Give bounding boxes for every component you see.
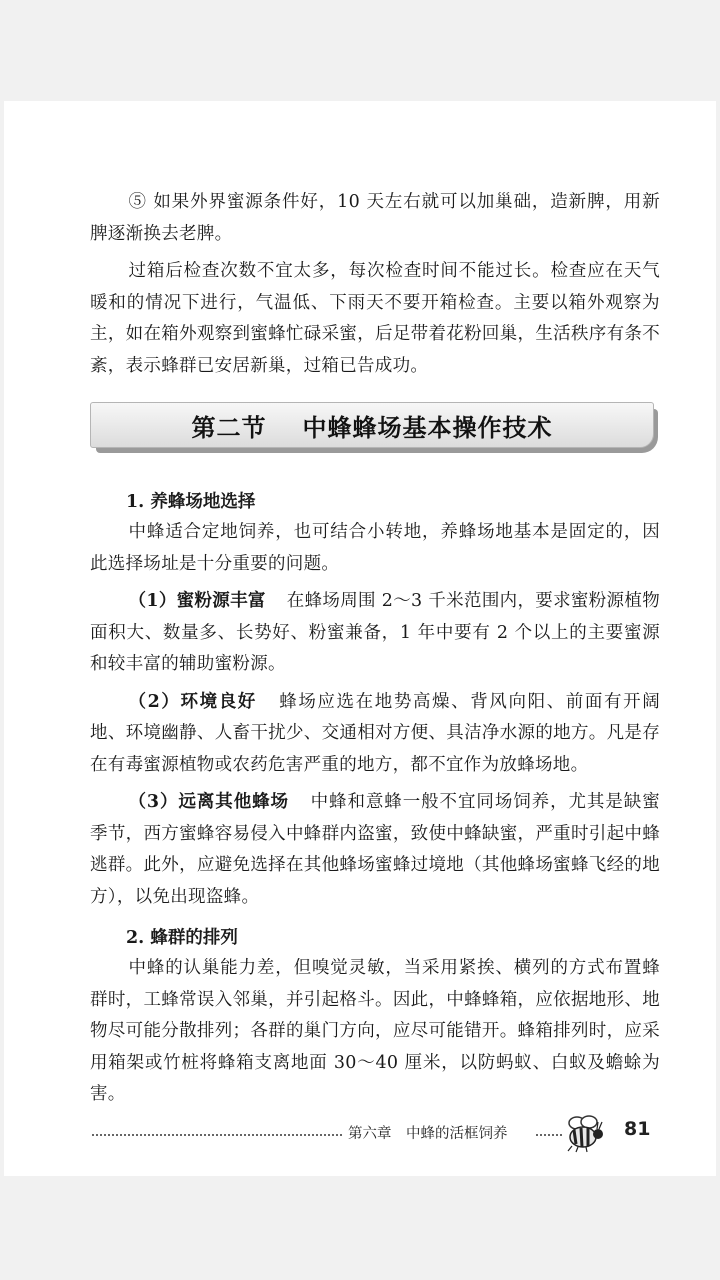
paragraph-other-apiaries: [90, 787, 660, 913]
item-text-environment: 蜂场应选在地势高燥、背风向阳、前面有开阔地、环境幽静、人畜干扰少、交通相对方便、具洁净水源的地方。凡是存在有毒蜜源植物或农药危害严重的地方，都不宜作为放蜂场地。: [90, 691, 661, 775]
item-label-other-apiaries: （3）远离其他蜂场: [128, 792, 289, 812]
paragraph-step5: ⑤ 如果外界蜜源条件好，10 天左右就可以加巢础，造新脾，用新脾逐渐换去老脾。: [90, 192, 660, 244]
top-paragraphs: [90, 187, 660, 382]
section-number: 第二节: [191, 413, 267, 442]
item-label-environment: （2）环境良好: [128, 691, 257, 712]
item-text-nectar: 在蜂场周围 2～3 千米范围内，要求蜜粉源植物面积大、数量多、长势好、粉蜜兼备，1 年中要有 2 个以上的主要蜜源和较丰富的辅助蜜粉源。: [90, 591, 661, 674]
paragraph-colony-arrangement: 中蜂的认巢能力差，但嗅觉灵敏，当采用紧挨、横列的方式布置蜂群时，工蜂常误入邻巢，并引起格斗。因此，中蜂蜂箱，应依据地形、地物尽可能分散排列；各群的巢门方向，应尽可能错开。蜂箱排列时，应采用箱架或竹桩将蜂箱支离地面 30～40 厘米，以防蚂蚁、白蚁及蟾蜍为害。: [90, 958, 660, 1104]
section-body: [90, 487, 660, 1111]
banner-box: [90, 402, 654, 448]
item-label-nectar: （1）蜜粉源丰富: [128, 591, 266, 611]
section-banner: [90, 402, 654, 448]
paragraph-inspection: 过箱后检查次数不宜太多，每次检查时间不能过长。检查应在天气暖和的情况下进行，气温低、下雨天不要开箱检查。主要以箱外观察为主，如在箱外观察到蜜蜂忙碌采蜜，后足带着花粉回巢，生活秩序有条不紊，表示蜂群已安居新巢，过箱已告成功。: [90, 261, 660, 376]
book-page: [4, 101, 716, 1176]
chapter-title: 第六章 中蜂的活框饲养: [348, 1126, 508, 1142]
bee-icon: [562, 1113, 604, 1153]
page-footer: [92, 1110, 662, 1158]
section-name: 中蜂蜂场基本操作技术: [302, 413, 553, 442]
paragraph-environment: [90, 687, 660, 782]
page-number: 81: [624, 1118, 651, 1140]
heading-colony-arrangement: 2. 蜂群的排列: [126, 928, 238, 948]
paragraph-site-intro: 中蜂适合定地饲养，也可结合小转地，养蜂场地基本是固定的，因此选择场址是十分重要的问题。: [90, 522, 660, 574]
footer-dots: [92, 1134, 342, 1136]
footer-dots-right: [536, 1134, 562, 1136]
item-text-other-apiaries: 中蜂和意蜂一般不宜同场饲养，尤其是缺蜜季节，西方蜜蜂容易侵入中蜂群内盗蜜，致使中蜂缺蜜，严重时引起中蜂逃群。此外，应避免选择在其他蜂场蜜蜂过境地（其他蜂场蜜蜂飞经的地方），以免出现盗蜂。: [90, 792, 660, 907]
heading-site-selection: 1. 养蜂场地选择: [126, 492, 256, 512]
section-title: [192, 408, 553, 443]
paragraph-nectar-source: [90, 586, 660, 681]
